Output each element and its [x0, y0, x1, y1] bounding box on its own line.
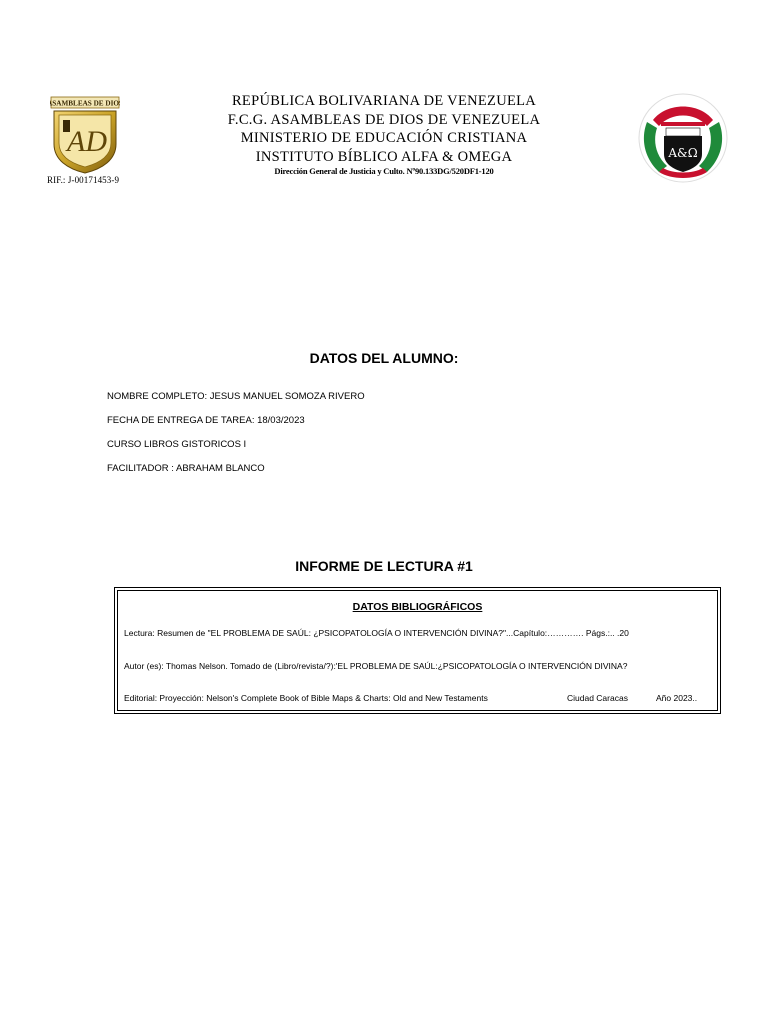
- bibliography-publisher: Editorial: Proyección: Nelson's Complete Book of Bible Maps & Charts: Old and New Testaments: [124, 693, 488, 703]
- bibliography-inner-frame: [117, 590, 718, 711]
- bibliography-year: Año 2023..: [656, 693, 698, 703]
- bibliography-city: Ciudad Caracas: [567, 693, 628, 703]
- logo-banner-text: ASAMBLEAS DE DIOS: [50, 99, 120, 108]
- header-line-republic: REPÚBLICA BOLIVARIANA DE VENEZUELA: [231, 93, 537, 109]
- institute-crest-icon: [637, 92, 729, 184]
- student-data-title: DATOS DEL ALUMNO:: [309, 350, 459, 366]
- report-title: INFORME DE LECTURA #1: [295, 558, 473, 574]
- student-full-name: NOMBRE COMPLETO: JESUS MANUEL SOMOZA RIVERO: [107, 391, 365, 402]
- right-logo: [637, 92, 729, 184]
- header-line-fcg: F.C.G. ASAMBLEAS DE DIOS DE VENEZUELA: [227, 111, 541, 128]
- student-due-date: FECHA DE ENTREGA DE TAREA: 18/03/2023: [107, 415, 305, 426]
- student-facilitator: FACILITADOR : ABRAHAM BLANCO: [107, 463, 265, 474]
- student-course: CURSO LIBROS GISTORICOS I: [107, 439, 247, 450]
- logo-letters: AD: [67, 125, 107, 158]
- bibliography-author: Autor (es): Thomas Nelson. Tomado de (Libro/revista/?):'EL PROBLEMA DE SAÚL:¿PSICOPATOLOGÍA O INTERVENCIÓN DIVINA?: [124, 661, 628, 671]
- header-registration: Dirección General de Justicia y Culto. Nº90.133DG/520DF1-120: [274, 166, 494, 176]
- institution-header: [180, 92, 588, 177]
- bibliography-reading: Lectura: Resumen de "EL PROBLEMA DE SAÚL: ¿PSICOPATOLOGÍA O INTERVENCIÓN DIVINA?"...Capítulo:…………. Págs.:.. .20: [124, 628, 629, 638]
- left-logo: [50, 96, 120, 174]
- header-line-institute: INSTITUTO BÍBLICO ALFA & OMEGA: [255, 148, 513, 165]
- bibliography-box: [114, 587, 721, 714]
- crest-symbol: A&Ω: [668, 146, 698, 160]
- ad-shield-icon: [50, 96, 120, 174]
- rif-number: RIF.: J-00171453-9: [47, 175, 120, 185]
- header-line-ministry: MINISTERIO DE EDUCACIÓN CRISTIANA: [240, 130, 528, 146]
- bibliography-title: DATOS BIBLIOGRÁFICOS: [352, 601, 483, 613]
